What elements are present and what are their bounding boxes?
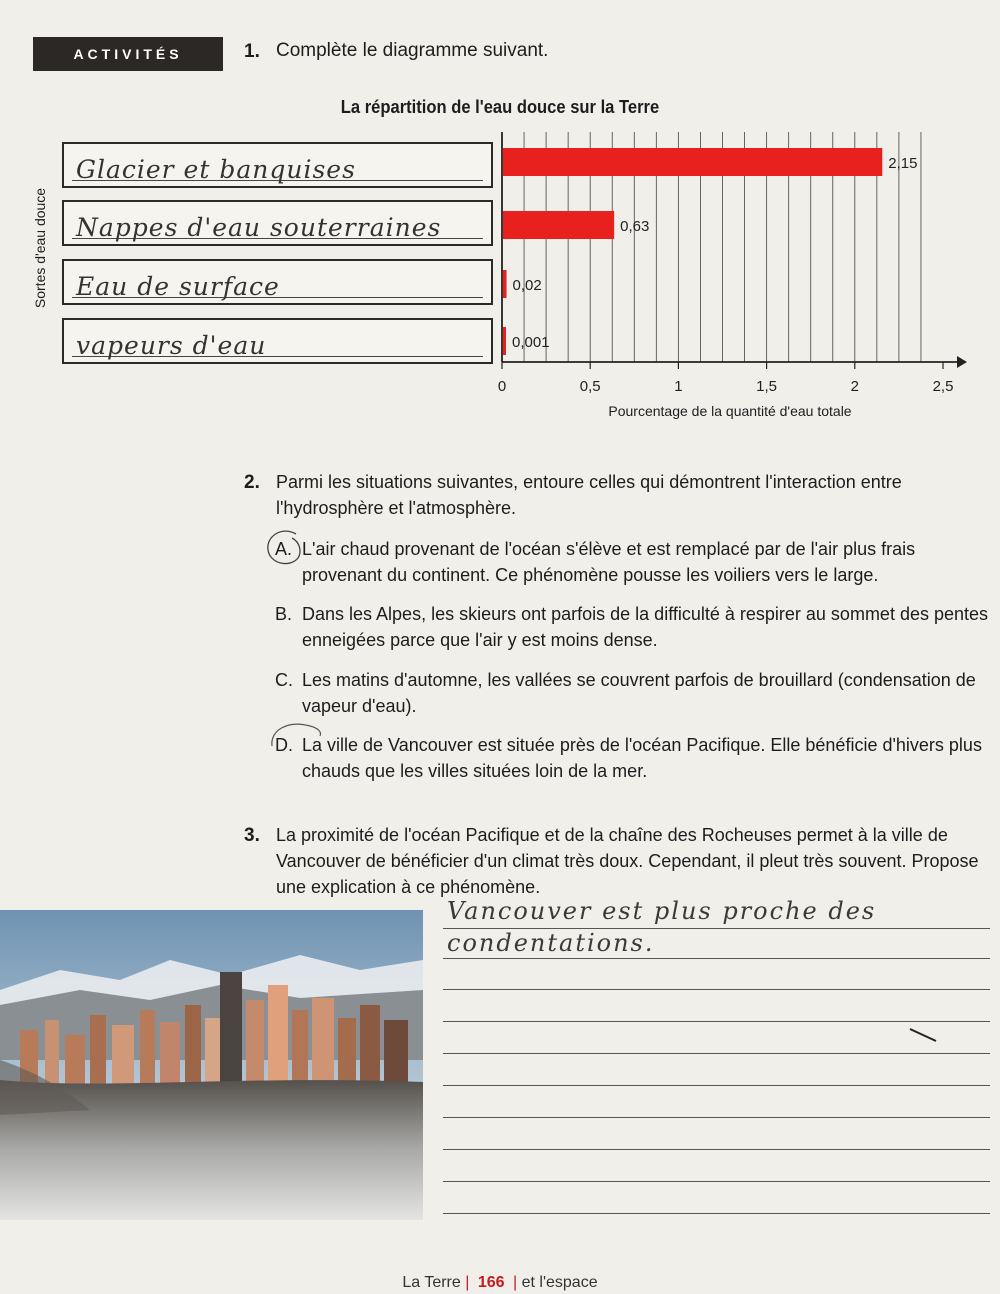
handwritten-category-4: vapeurs d'eau	[76, 331, 267, 360]
x-tick-label: 0,5	[579, 378, 601, 395]
footer-right: et l'espace	[521, 1274, 598, 1291]
activities-badge: ACTIVITÉS	[33, 37, 223, 71]
vancouver-photo	[0, 910, 423, 1220]
question-2-number: 2.	[244, 472, 260, 493]
chart-y-axis-label: Sortes d'eau douce	[32, 187, 48, 309]
chart-x-axis-label: Pourcentage de la quantité d'eau totale	[608, 403, 852, 419]
handwritten-category-1: Glacier et banquises	[76, 155, 356, 184]
handwritten-answer-line-2: condentations.	[447, 929, 655, 957]
option-c-text: Les matins d'automne, les vallées se couvrent parfois de brouillard (condensation de vapeur d'eau).	[302, 670, 976, 716]
answer-line-5[interactable]	[443, 1053, 990, 1054]
answer-line-3[interactable]	[443, 989, 990, 990]
handwritten-category-2: Nappes d'eau souterraines	[76, 213, 442, 242]
answer-line-8[interactable]	[443, 1149, 990, 1150]
pen-mark	[908, 1025, 938, 1045]
footer-left: La Terre	[402, 1274, 461, 1291]
option-c-letter: C.	[275, 670, 293, 690]
bar-chart	[0, 0, 1000, 430]
question-1-number: 1.	[244, 41, 260, 62]
chart-title: La répartition de l'eau douce sur la Terre	[340, 97, 660, 117]
answer-line-4[interactable]	[443, 1021, 990, 1022]
option-b-text: Dans les Alpes, les skieurs ont parfois de la difficulté à respirer au sommet des pentes enneigées parce que l'air y est moins dense.	[302, 604, 989, 650]
x-tick-label: 2,5	[932, 378, 954, 395]
answer-line-9[interactable]	[443, 1181, 990, 1182]
answer-line-10[interactable]	[443, 1213, 990, 1214]
x-tick-label: 1,5	[756, 378, 778, 395]
bar	[503, 327, 506, 355]
handwritten-circle-a	[262, 528, 306, 570]
bar	[503, 148, 882, 176]
option-b[interactable]	[275, 601, 990, 653]
page-number: 166	[477, 1274, 505, 1291]
footer-separator-1: |	[465, 1274, 470, 1291]
question-1-text: Complète le diagramme suivant.	[276, 40, 549, 61]
footer-separator-2: |	[513, 1274, 518, 1291]
option-a-letter: A.	[275, 539, 293, 559]
option-a[interactable]	[275, 536, 990, 588]
option-d[interactable]	[275, 732, 990, 784]
answer-line-2[interactable]	[443, 958, 990, 959]
page-footer	[0, 1274, 1000, 1292]
question-3-text: La proximité de l'océan Pacifique et de la chaîne des Rocheuses permet à la ville de Vancouver de bénéficier d'un climat très doux. Cependant, il pleut très souvent. Propose une explication à ce phénomène.	[276, 825, 979, 897]
handwritten-answer-line-1: Vancouver est plus proche des	[447, 897, 877, 925]
answer-line-7[interactable]	[443, 1117, 990, 1118]
bar	[503, 211, 614, 239]
bar-value-label: 0,63	[620, 218, 650, 235]
option-c[interactable]	[275, 667, 990, 719]
question-2-text: Parmi les situations suivantes, entoure celles qui démontrent l'interaction entre l'hydrosphère et l'atmosphère.	[276, 472, 902, 518]
bar-value-label: 0,001	[512, 334, 550, 351]
option-b-letter: B.	[275, 604, 293, 624]
option-d-text: La ville de Vancouver est située près de l'océan Pacifique. Elle bénéficie d'hivers plus chauds que les villes situées loin de la mer.	[302, 735, 982, 781]
answer-line-6[interactable]	[443, 1085, 990, 1086]
bar-value-label: 0,02	[512, 277, 542, 294]
bar-value-label: 2,15	[888, 155, 918, 172]
x-tick-label: 2	[850, 378, 859, 395]
x-tick-label: 0	[497, 378, 507, 395]
question-3-number: 3.	[244, 825, 260, 846]
x-axis-arrow-icon	[957, 356, 967, 368]
x-tick-label: 1	[674, 378, 683, 395]
handwritten-circle-d	[266, 716, 326, 756]
handwritten-category-3: Eau de surface	[76, 272, 280, 301]
bar	[503, 270, 507, 298]
option-a-text: L'air chaud provenant de l'océan s'élève et est remplacé par de l'air plus frais provenant du continent. Ce phénomène pousse les voiliers vers le large.	[302, 539, 916, 585]
option-d-letter: D.	[275, 735, 293, 755]
